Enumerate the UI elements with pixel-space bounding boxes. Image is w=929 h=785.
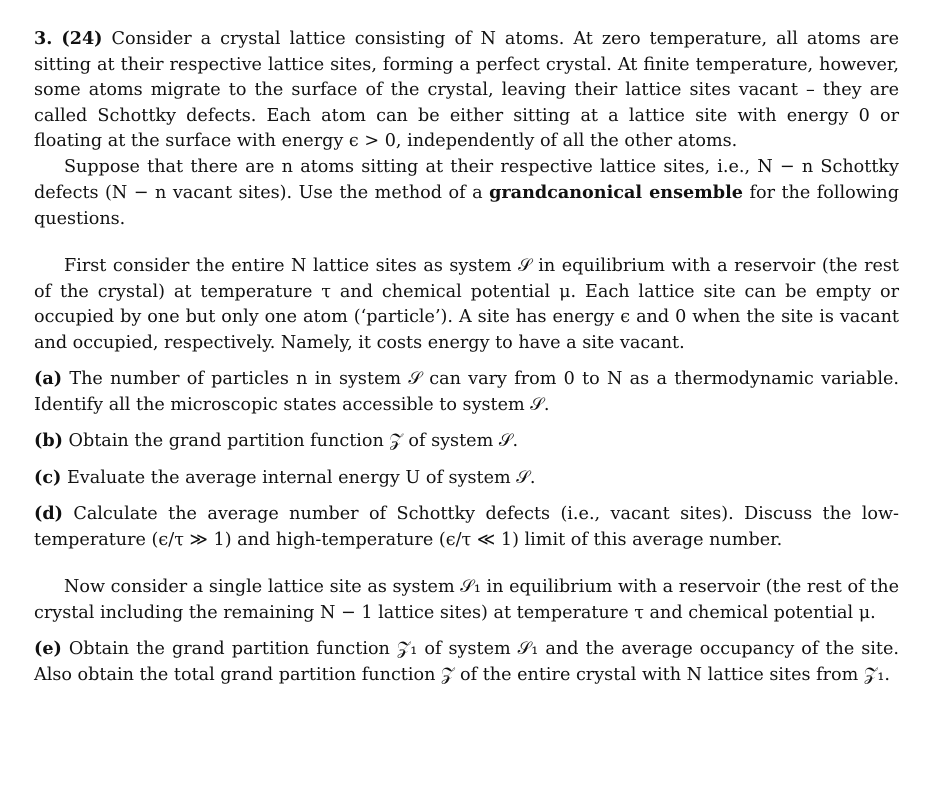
part-e-text: Obtain the grand partition function 𝒵₁ of system 𝒮₁ and the average occupancy of the site. Also obtain the total grand partition function 𝒵 of the entire crystal with N lattice sites from 𝒵₁. [34,639,899,685]
section1-paragraph: First consider the entire N lattice sites as system 𝒮 in equilibrium with a reservoir (the rest of the crystal) at temperature τ and chemical potential μ. Each lattice site can be empty or occupied by one but only one atom (‘particle’). A site has energy ϵ and 0 when the site is vacant and occupied, respectively. Namely, it costs energy to have a site vacant. [34,256,899,353]
suppose-paragraph [34,155,899,233]
part-a [34,366,899,418]
part-d-label: (d) [34,503,63,524]
part-a-label: (a) [34,368,63,389]
part-e-label: (e) [34,638,62,659]
suppose-text-1: Suppose that there are n atoms sitting at their respective lattice sites, i.e., N − n Schottky defects (N − n vacant sites). Use the method of a [34,156,899,203]
part-b-label: (b) [34,430,63,451]
part-e [34,636,899,688]
part-d-text: Calculate the average number of Schottky defects (i.e., vacant sites). Discuss the low-temperature (ϵ/τ ≫ 1) and high-temperature (ϵ/τ ≪ 1) limit of this average number. [34,504,899,550]
intro-text: Consider a crystal lattice consisting of N atoms. At zero temperature, all atoms are sitting at their respective lattice sites, forming a perfect crystal. At finite temperature, however, some atoms migrate to the surface of the crystal, leaving their lattice sites vacant – they are called Schottky defects. Each atom can be either sitting at a lattice site with energy 0 or floating at the surface with energy ϵ > 0, independently of all the other atoms. [34,29,899,151]
part-b-text: Obtain the grand partition function 𝒵 of system 𝒮. [68,431,519,451]
part-c [34,465,899,492]
problem-intro [34,26,899,155]
part-c-label: (c) [34,466,62,488]
problem-points: (24) [61,28,103,49]
grandcanonical-ensemble-bold: grandcanonical ensemble [489,182,743,203]
suppose-text-2: for the following questions. [34,183,900,229]
section2-paragraph: Now consider a single lattice site as system 𝒮₁ in equilibrium with a reservoir (the rest of the crystal including the remaining N − 1 lattice sites) at temperature τ and chemical potential μ. [34,577,899,623]
part-a-text: The number of particles n in system 𝒮 can vary from 0 to N as a thermodynamic variable. Identify all the microscopic states accessible to system 𝒮. [34,369,899,415]
part-b [34,428,899,455]
problem-number: 3. [34,28,53,49]
part-d [34,501,899,553]
part-c-text: Evaluate the average internal energy U of system 𝒮. [66,467,536,488]
